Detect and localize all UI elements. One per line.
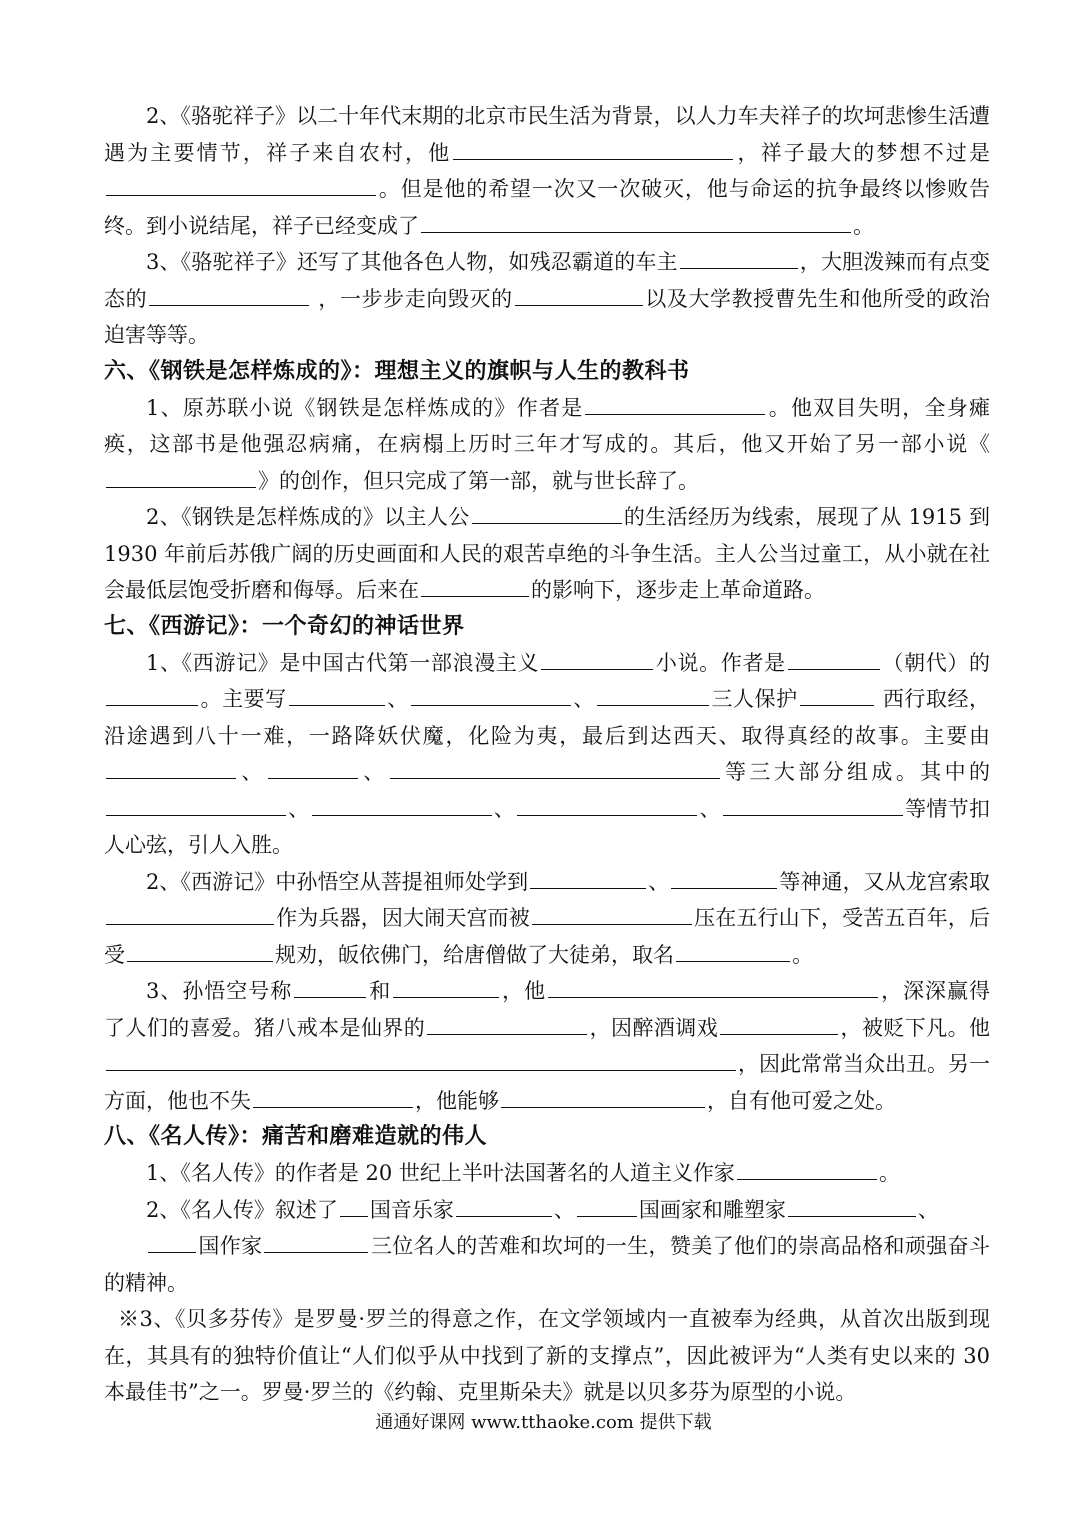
footer-credit: 通通好课网 www.tthaoke.com 提供下载 (375, 1412, 712, 1433)
text: 的生活经历为线索，展现了从 1915 到 1930 年前后苏俄广阔的历史画面和人民的艰苦卓绝的斗争生活。主人公当过童工，从小就在社会最低层饱受折磨和侮辱。后来在 (104, 505, 990, 602)
answer-blank[interactable] (149, 285, 309, 306)
text: ，深深赢得了人们的喜爱。猪八戒本是仙界的 (104, 979, 991, 1040)
text: ，他 (501, 979, 547, 1003)
answer-blank[interactable] (312, 795, 492, 816)
text: 三位名人的苦难和坎坷的一生，赞美了他们的崇高品格和顽强奋斗的精神。 (104, 1234, 991, 1295)
text: 、 (238, 760, 266, 784)
answer-blank[interactable] (253, 1087, 413, 1108)
answer-blank[interactable] (411, 685, 571, 706)
text: 压在五行山下，受苦五百年，后受 (104, 906, 991, 967)
text: 作为兵器，因大闹天宫而被 (276, 906, 530, 930)
q5-item3 (104, 244, 990, 354)
answer-blank[interactable] (289, 685, 385, 706)
text: ，因醉酒调戏 (589, 1015, 719, 1040)
answer-blank[interactable] (788, 649, 880, 670)
text: ，祥子最大的梦想不过是 (735, 140, 991, 165)
s6-item2 (104, 499, 990, 609)
text: 、 (288, 796, 310, 821)
text: 等神通，又从龙宫索取 (779, 869, 991, 894)
text: 。 (853, 213, 874, 238)
text: 等情节扣人心弦，引人入胜。 (104, 796, 991, 857)
text: 规劝，皈依佛门，给唐僧做了大徒弟，取名 (275, 942, 674, 967)
answer-blank[interactable] (264, 1232, 368, 1253)
answer-blank[interactable] (456, 1196, 552, 1217)
answer-blank[interactable] (515, 285, 643, 306)
answer-blank[interactable] (723, 795, 903, 816)
answer-blank[interactable] (517, 795, 697, 816)
answer-blank[interactable] (501, 1087, 705, 1108)
answer-blank[interactable] (427, 1014, 587, 1035)
text: 、 (553, 1197, 575, 1222)
text: 。他双目失明，全身瘫痪，这部书是他强忍病痛，在病榻上历时三年才写成的。其后，他又开始了另一部小说《 (104, 395, 990, 456)
text: 、 (359, 760, 388, 784)
text: ，因此常常当众出丑。另一方面，他也不失 (104, 1052, 990, 1113)
worksheet-page (104, 98, 990, 1411)
text: 、 (699, 796, 721, 821)
text: 》的创作，但只完成了第一部，就与世长辞了。 (258, 468, 699, 493)
text: ，一步步走向毁灭的 (311, 286, 513, 311)
text: ，他能够 (415, 1088, 499, 1113)
text: 、 (572, 687, 595, 711)
answer-blank[interactable] (530, 868, 646, 889)
text: 1、原苏联小说《钢铁是怎样炼成的》作者是 (146, 395, 584, 420)
answer-blank[interactable] (453, 139, 733, 160)
answer-blank[interactable] (676, 941, 790, 962)
text: ，自有他可爱之处。 (707, 1088, 896, 1113)
text: 3、《骆驼祥子》还写了其他各色人物，如残忍霸道的车主 (146, 250, 678, 274)
answer-blank[interactable] (737, 1159, 877, 1180)
s7-item3 (104, 973, 990, 1119)
section-heading: 七、《西游记》：一个奇幻的神话世界 (104, 613, 465, 639)
text: 2、《钢铁是怎样炼成的》以主人公 (146, 505, 470, 529)
answer-blank[interactable] (788, 1196, 916, 1217)
section-heading: 六、《钢铁是怎样炼成的》：理想主义的旗帜与人生的教科书 (104, 358, 690, 384)
text: 等三大部分组成。其中的 (721, 760, 991, 784)
text: 2、《骆驼祥子》以二十年代末期的北京市民生活为背景，以人力车夫祥子的坎坷悲惨生活遭遇为主要情节，祥子来自农村，他 (104, 104, 990, 165)
s7-item1 (104, 645, 990, 864)
answer-blank[interactable] (106, 758, 236, 779)
text: 、 (386, 687, 409, 711)
s7-item2 (104, 864, 990, 974)
answer-blank[interactable] (680, 248, 798, 269)
text: 3、孙悟空号称 (146, 979, 293, 1003)
text: ，被贬下凡。他 (840, 1015, 991, 1040)
text: 、 (917, 1197, 939, 1222)
answer-blank[interactable] (548, 977, 878, 998)
text: 。但是他的希望一次又一次破灭，他与命运的抗争最终以惨败告终。到小说结尾，祥子已经变成了 (104, 177, 990, 238)
answer-blank[interactable] (800, 685, 874, 706)
text: （朝代）的 (881, 650, 991, 675)
text: 国画家和雕塑家 (638, 1197, 786, 1222)
text: 1、《名人传》的作者是 20 世纪上半叶法国著名的人道主义作家 (146, 1161, 735, 1185)
s8-item1 (104, 1155, 990, 1192)
text: 西行取经，沿途遇到八十一难，一路降妖伏魔，化险为夷，最后到达西天、取得真经的故事。主要由 (104, 687, 991, 748)
answer-blank[interactable] (268, 758, 358, 779)
text: 国音乐家 (369, 1197, 454, 1222)
answer-blank[interactable] (106, 685, 198, 706)
text: 2、《西游记》中孙悟空从菩提祖师处学到 (146, 869, 529, 894)
text: 2、《名人传》叙述了 (146, 1197, 338, 1222)
section-heading: 八、《名人传》：痛苦和磨难造就的伟人 (104, 1124, 488, 1149)
answer-blank[interactable] (577, 1196, 637, 1217)
answer-blank[interactable] (532, 904, 692, 925)
text: 小说。作者是 (655, 650, 786, 675)
answer-blank[interactable] (106, 467, 256, 488)
answer-blank[interactable] (127, 941, 273, 962)
q5-item2 (104, 98, 990, 244)
answer-blank[interactable] (671, 868, 777, 889)
answer-blank[interactable] (106, 795, 286, 816)
text: ，大胆泼辣而有点变态的 (104, 250, 991, 311)
s8-item3: ※3、《贝多芬传》是罗曼·罗兰的得意之作，在文学领域内一直被奉为经典，从首次出版到现在，其具有的独特价值让“人们似乎从中找到了新的支撑点”，因此被评为“人类有史以来的 30 本最佳书”之一。罗曼·罗兰的《约翰、克里斯朵夫》就是以贝多芬为原型的小说。 (104, 1307, 990, 1404)
text: 以及大学教授曹先生和他所受的政治迫害等等。 (104, 286, 991, 347)
answer-blank[interactable] (294, 977, 366, 998)
answer-blank[interactable] (421, 576, 529, 597)
s8-item2 (104, 1192, 990, 1302)
text: 的影响下，逐步走上革命道路。 (531, 578, 825, 602)
text: 1、《西游记》是中国古代第一部浪漫主义 (146, 650, 540, 675)
text: 国作家 (198, 1234, 263, 1258)
text: 。 (878, 1161, 900, 1185)
answer-blank[interactable] (340, 1196, 368, 1217)
answer-blank[interactable] (106, 1050, 736, 1071)
answer-blank[interactable] (393, 977, 499, 998)
text: 三人保护 (710, 687, 798, 711)
answer-blank[interactable] (148, 1232, 196, 1253)
answer-blank[interactable] (541, 649, 653, 670)
answer-blank[interactable] (106, 175, 376, 196)
text: 、 (648, 869, 670, 894)
answer-blank[interactable] (720, 1014, 838, 1035)
answer-blank[interactable] (597, 685, 709, 706)
s6-item1 (104, 390, 990, 500)
text: 。主要写 (200, 687, 287, 711)
answer-blank[interactable] (106, 904, 274, 925)
text: 、 (493, 796, 516, 821)
answer-blank[interactable] (472, 503, 622, 524)
answer-blank[interactable] (390, 758, 720, 779)
answer-blank[interactable] (585, 394, 765, 415)
text: 。 (792, 942, 813, 967)
answer-blank[interactable] (421, 212, 851, 233)
text: 和 (368, 979, 392, 1003)
